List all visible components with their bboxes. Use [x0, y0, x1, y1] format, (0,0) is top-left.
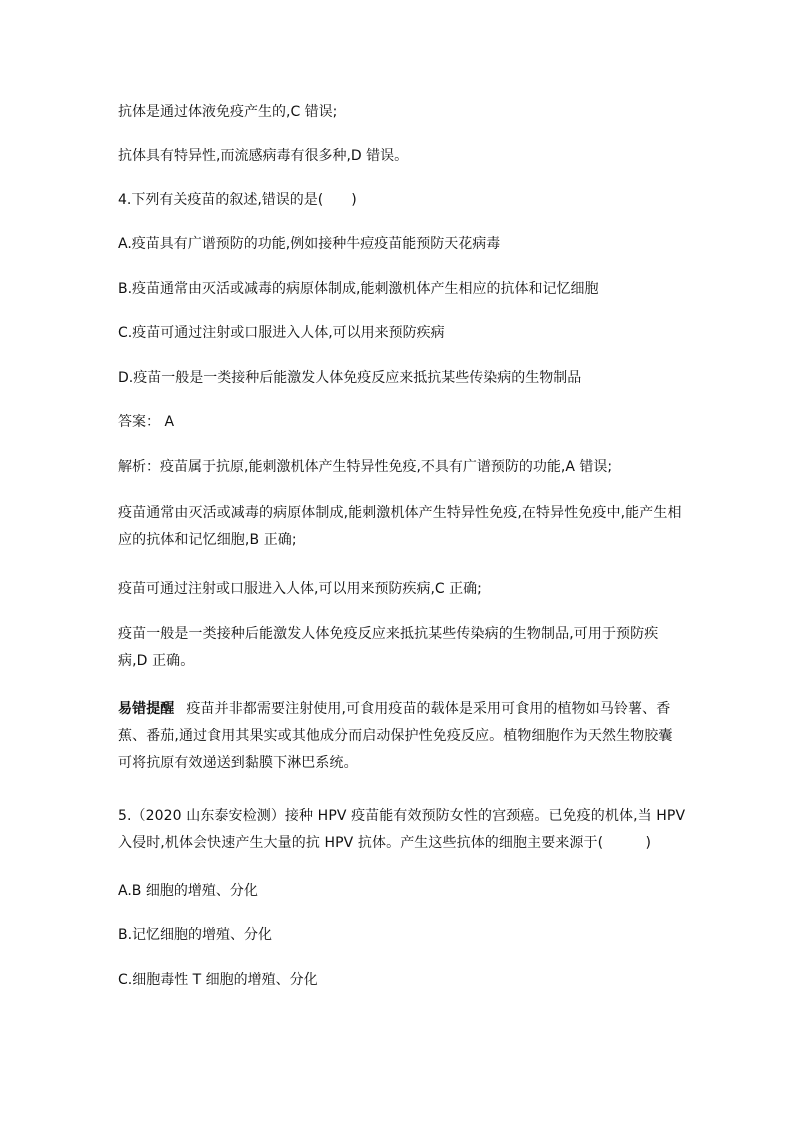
question-4-option-c: C.疫苗可通过注射或口服进入人体,可以用来预防疾病 — [118, 325, 445, 341]
error-tip — [118, 696, 686, 777]
prev-analysis-line-2: 抗体具有特异性,而流感病毒有很多种,D 错误。 — [118, 148, 409, 164]
question-4-analysis-1: 解析：疫苗属于抗原,能刺激机体产生特异性免疫,不具有广谱预防的功能,A 错误; — [118, 459, 613, 475]
prev-analysis-line-1: 抗体是通过体液免疫产生的,C 错误; — [118, 104, 338, 120]
question-4-analysis-3: 疫苗可通过注射或口服进入人体,可以用来预防疾病,C 正确; — [118, 581, 482, 597]
question-5-stem: 5.（2020 山东泰安检测）接种 HPV 疫苗能有效预防女性的宫颈癌。已免疫的机体,当 HPV 入侵时,机体会快速产生大量的抗 HPV 抗体。产生这些抗体的细胞主要来源于( ) — [118, 808, 686, 851]
question-4-answer: 答案： A — [118, 414, 175, 430]
question-5-option-b: B.记忆细胞的增殖、分化 — [118, 927, 273, 943]
question-4-analysis-4: 疫苗一般是一类接种后能激发人体免疫反应来抵抗某些传染病的生物制品,可用于预防疾病,D 正确。 — [118, 626, 659, 669]
question-4-option-d: D.疫苗一般是一类接种后能激发人体免疫反应来抵抗某些传染病的生物制品 — [118, 370, 582, 386]
error-tip-text: 疫苗并非都需要注射使用,可食用疫苗的载体是采用可食用的植物如马铃薯、香蕉、番茄,通过食用其果实或其他成分而启动保护性免疫反应。植物细胞作为天然生物胶囊可将抗原有效递送到黏膜下淋巴系统。 — [118, 701, 673, 771]
question-4-option-b: B.疫苗通常由灭活或减毒的病原体制成,能刺激机体产生相应的抗体和记忆细胞 — [118, 281, 599, 297]
question-4-stem: 4.下列有关疫苗的叙述,错误的是( ) — [118, 192, 357, 208]
question-4-analysis-2: 疫苗通常由灭活或减毒的病原体制成,能刺激机体产生特异性免疫,在特异性免疫中,能产生相应的抗体和记忆细胞,B 正确; — [118, 505, 682, 548]
question-4-option-a: A.疫苗具有广谱预防的功能,例如接种牛痘疫苗能预防天花病毒 — [118, 236, 501, 252]
error-tip-label: 易错提醒 — [118, 701, 175, 717]
question-5-option-a: A.B 细胞的增殖、分化 — [118, 883, 258, 899]
question-5-option-c: C.细胞毒性 T 细胞的增殖、分化 — [118, 972, 318, 988]
